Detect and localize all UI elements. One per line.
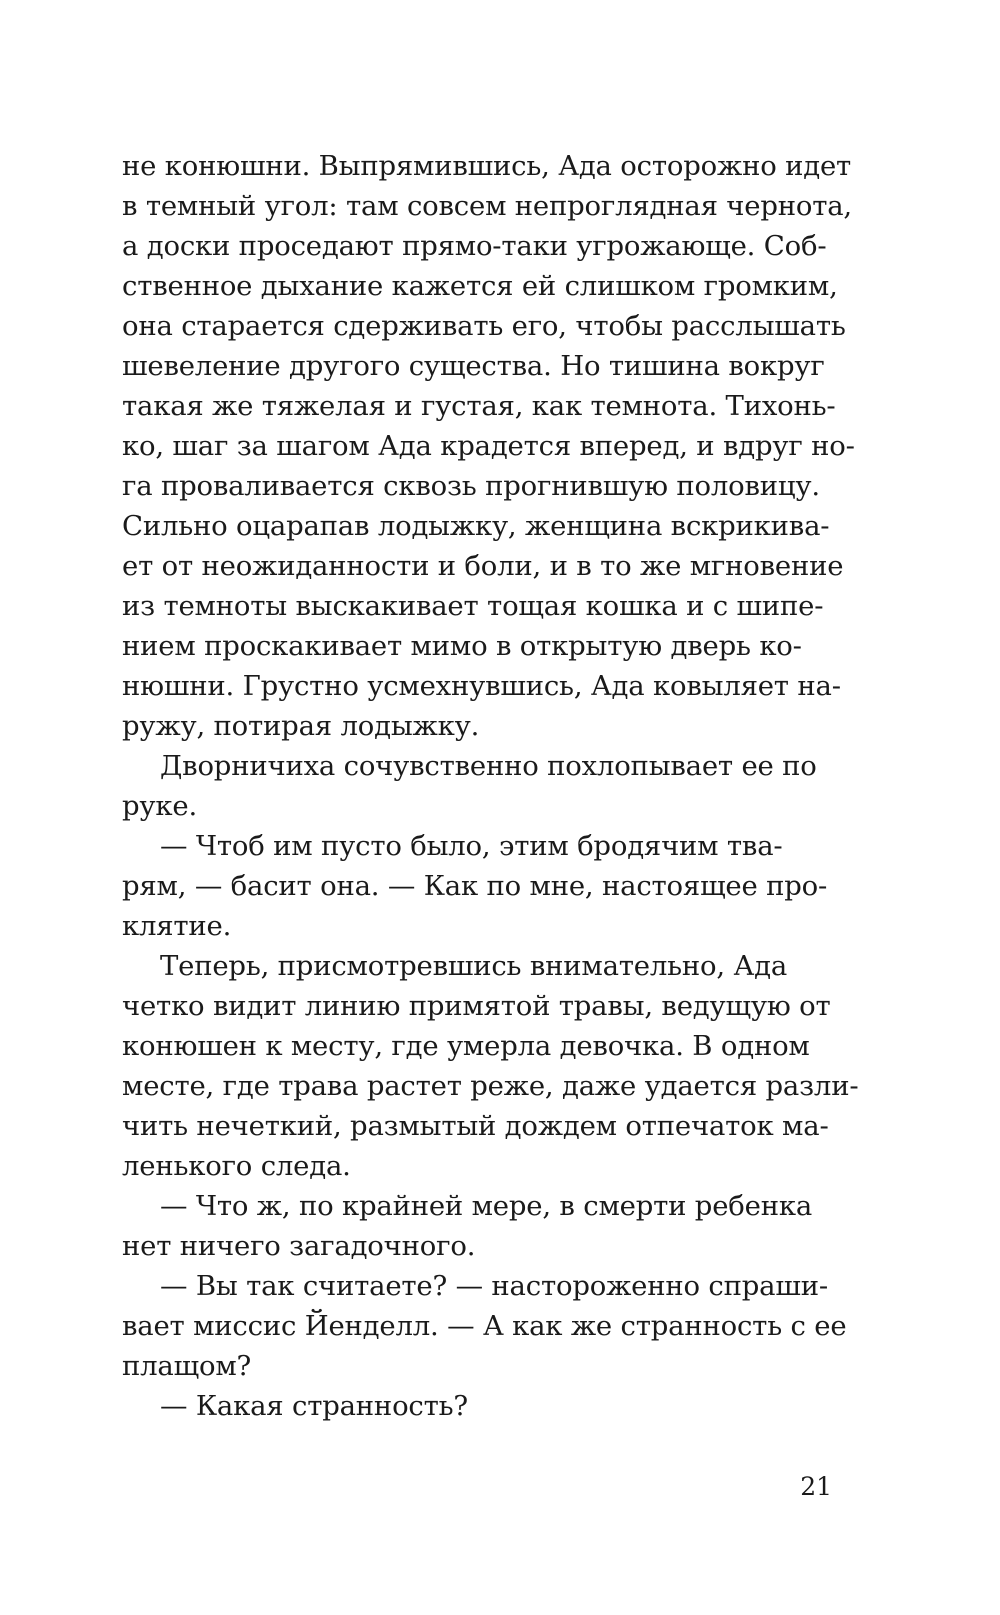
text-line: Дворничиха сочувственно похлопывает ее по xyxy=(160,750,817,782)
text-line: четко видит линию примятой травы, ведущую от xyxy=(122,990,831,1022)
text-line: месте, где трава растет реже, даже удается разли- xyxy=(122,1070,859,1102)
text-line: шевеление другого существа. Но тишина вокруг xyxy=(122,350,825,382)
text-line: нюшни. Грустно усмехнувшись, Ада ковыляет на- xyxy=(122,670,841,702)
text-line: из темноты выскакивает тощая кошка и с шипе- xyxy=(122,590,824,622)
page-number: 21 xyxy=(800,1472,832,1501)
text-line: вает миссис Йенделл. — А как же странность с ее xyxy=(122,1310,847,1342)
text-line: чить нечеткий, размытый дождем отпечаток ма- xyxy=(122,1110,829,1142)
text-line: рям, — басит она. — Как по мне, настоящее про- xyxy=(122,870,828,902)
text-line: в темный угол: там совсем непроглядная чернота, xyxy=(122,190,852,222)
text-line: — Чтоб им пусто было, этим бродячим тва- xyxy=(160,830,783,862)
text-line: руке. xyxy=(122,790,197,822)
text-line: ственное дыхание кажется ей слишком громким, xyxy=(122,270,838,302)
text-line: конюшен к месту, где умерла девочка. В одном xyxy=(122,1030,810,1062)
text-line: такая же тяжелая и густая, как темнота. Тихонь- xyxy=(122,390,836,422)
text-line: ружу, потирая лодыжку. xyxy=(122,710,480,742)
text-line: нием проскакивает мимо в открытую дверь ко- xyxy=(122,630,802,662)
text-line: — Что ж, по крайней мере, в смерти ребенка xyxy=(160,1190,813,1222)
text-line: клятие. xyxy=(122,910,232,942)
text-line: ет от неожиданности и боли, и в то же мгновение xyxy=(122,550,844,582)
text-line: а доски проседают прямо-таки угрожающе. Соб- xyxy=(122,230,827,262)
text-line: ленького следа. xyxy=(122,1150,351,1182)
text-line: — Вы так считаете? — настороженно спраши- xyxy=(160,1270,828,1302)
text-line: не конюшни. Выпрямившись, Ада осторожно идет xyxy=(122,150,852,182)
text-line: плащом? xyxy=(122,1350,252,1382)
text-line: — Какая странность? xyxy=(160,1390,468,1422)
text-line: Теперь, присмотревшись внимательно, Ада xyxy=(160,950,788,982)
text-line: ко, шаг за шагом Ада крадется вперед, и вдруг но- xyxy=(122,430,855,462)
text-line: га проваливается сквозь прогнившую половицу. xyxy=(122,470,820,502)
text-line: она старается сдерживать его, чтобы расслышать xyxy=(122,310,846,342)
text-line: нет ничего загадочного. xyxy=(122,1230,476,1262)
text-line: Сильно оцарапав лодыжку, женщина вскрикива- xyxy=(122,510,830,542)
